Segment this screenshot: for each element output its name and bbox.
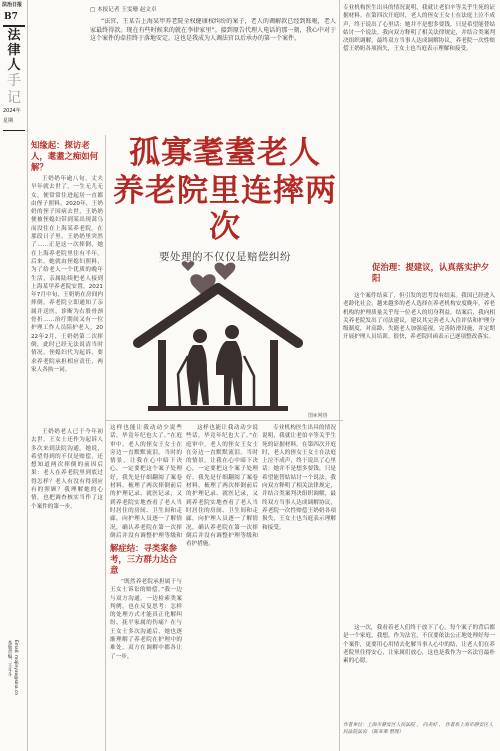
column-title-char: 记 — [7, 90, 21, 106]
headline-main-2: 养老院里连摔两次 — [113, 173, 337, 245]
middle-body-text-c: 这样也能让我动动少说些话，毕竟年纪也大了。”在庭审中，老人的侄女王女士在旁边一直默默流泪。当时的情景，让我在心中暗下决心，一定要把这个案子处理好。我先是仔细翻阅了案卷材料，梳理了两次摔倒前后的护理记录、就医记录，又到养老院实地查看了老人当时居住的房间、卫生间和走廊，向护理人员逐一了解情况，确认养老院在第一次摔倒后并没有调整护理等级和看护措施。 — [186, 425, 258, 548]
column-title — [3, 28, 25, 107]
section-heading-right: 促治理：提建议，认真落实护夕阳 — [372, 262, 490, 283]
column-title-char: 法 — [7, 28, 21, 43]
elderly-couple-illustration — [108, 248, 328, 413]
byline: □ 本报记者 王雯珊 赵文卓 — [90, 7, 157, 13]
middle-body-text-b: “既然养老院承担属于与王女士诉讼的赔偿。”我一边与双方沟通，一边检索类案判例，也在反复思考：怎样的处理方式才能真正化解纠纷、抚平家属的伤痛？在与王女士多次沟通后，她也逐渐理解了养老院在护理中的难处，双方在调解中都各让了一步。 — [110, 579, 182, 660]
heart-icon — [215, 263, 236, 280]
section-heading-left: 知缘起：探访老人，耄耋之痴如何解？ — [31, 140, 98, 172]
headline-block — [110, 135, 340, 264]
illustration — [108, 248, 328, 413]
column-title-char: 律 — [7, 43, 21, 58]
masthead-column — [0, 0, 26, 751]
date-line: 2024年 — [3, 108, 21, 114]
photo-credit: 图⑧网络 — [308, 413, 328, 419]
right-body-text-a: 专业机构医生出具的情况说明，我就让老伯辛等关乎生死的证据材料。在第四次开庭时，老人的侄女王女士在法庭上泣不成声，终于说出了心里话：她并不是想多要钱，只是希望能替姑姑讨一个说法。我向双方释明了相关法律规定，并结合类案判决组织调解，最终双方当事人达成调解协议，养老院一次性赔偿王奶奶各项损失，王女士也当庭表示理解和接受。 — [343, 5, 495, 53]
middle-body-text-a: 这样也能让我动动少说些话，毕竟年纪也大了。”在庭审中，老人的侄女王女士在旁边一直默默流泪。当时的情景，让我在心中暗下决心，一定要把这个案子处理好。我先是仔细翻阅了案卷材料，梳理了两次摔倒前后的护理记录、就医记录，又到养老院实地查看了老人当时居住的房间、卫生间和走廊，向护理人员逐一了解情况，确认养老院在第一次摔倒后并没有调整护理等级和 — [110, 425, 182, 539]
paper-name: 法治日报 — [2, 2, 23, 8]
left-body-text: 王奶奶年逾八旬，丈夫早年就去世了，一生无儿无女，便常常住进起居一直都由侄子照料。2020年，王奶奶的侄子因病去世，王奶奶便被侄媳妇带到某出现蒿乌而没住在上海某养老院。在那段日子里，王奶奶里突然了……正是这一次摔倒，她在上海养老院里住有半年。后来，她就由侄媳妇照料，为了给老人一个优质的晚年生活，亲属陆续把老人接到上海某甲养老院安置。2021年7月中旬，王奶奶在房间内摔倒，养老院立即通知了亲属并送医，诊断为右股骨颈骨折……治疗期间又有一位护理工作人员陪护老人。2022年2月，王奶奶第二次摔倒，此时已经无法说清当时情况，侄媳妇代为起诉，要求养老院承担相应责任，两家人各执一词。 — [31, 176, 103, 373]
left-body-text-2: 王奶奶老人已于今年初去世，王女士还作为起诉人多次来到法院沟通。她说，希望得到的不仅是赔偿，还想知道两次摔倒的前因后果：老人在养老院里到底过得怎样？老人有没有得到应有的照顾？我理解她的心情，也把调查核实当作了这个案件的第一步。 — [31, 429, 103, 510]
right-body-text-b: 这个案件结束了，但引发的思考没有结束。我国已经进入老龄化社会，越来越多的老人选择在养老机构安度晚年，养老机构的护理质量关乎每一位老人的切身利益。结案后，我向相关养老院发出了司法建议，建议其完善老人入住评估和护理分级制度，对高龄、失能老人加强巡视，完善防滑设施，并定期开展护理人员培训。很快，养老院回函表示已逐项整改落实。 — [343, 293, 495, 341]
middle-body-text-d: 专业机构医生出具的情况说明，我就让老伯辛等关乎生死的证据材料。在第四次开庭时，老人的侄女王女士在法庭上泣不成声，终于说出了心里话：她并不是想多要钱，只是希望能替姑姑讨一个说法。我向双方释明了相关法律规定，并结合类案判决组织调解，最终双方当事人达成调解协议，养老院一次性赔偿王奶奶各项损失，王女士也当庭表示理解和接受。 — [262, 425, 336, 531]
section-heading-middle: 解症结：寻类案参考，三方群力达合意 — [110, 543, 177, 575]
weekday: 星期 — [3, 118, 14, 124]
headline-subtitle: 要处理的不仅仅是赔偿纠纷 — [159, 251, 291, 263]
page-number: B7 — [4, 12, 18, 22]
column-title-char: 手 — [7, 73, 21, 89]
email-line: Email: mojinyao@sina.cn — [13, 640, 18, 696]
right-body-text-c: 这一次，我看着老人们终于放下了心。每个案子的背后都是一个家庭，我想，作为法官，不仅要依法公正地处理好每一个案件，更要用心用情去化解当事人心中的结，让老人们在养老院里住得安心，让家属们放心，这也是我作为一名法官最朴素的心愿。 — [343, 625, 495, 665]
signature-line: 作者单位：上海市静安区人民法院 ， 向美好 ， 作者系上海市静安区人民法院法官 （陈亚荣 整理） — [343, 723, 494, 735]
editor-lines: 本版责编：王斗斗 — [7, 640, 12, 677]
headline-main-1: 孤寡耄耋老人 — [129, 135, 321, 171]
column-title-char: 人 — [7, 58, 21, 73]
heart-icon — [182, 261, 195, 271]
lead-paragraph: “法官，王某告上海某甲养老院全权健康权纠纷的案子，老人的调解款已经到账啦，老人家最终得款。现在有些时候来的就在李律家里”。接到原告代理人电话的那一刻，我心中对于这个案件的牵挂终于落地安定。这也是我成为人调法官以后承办的第一个案件。 — [90, 18, 336, 43]
